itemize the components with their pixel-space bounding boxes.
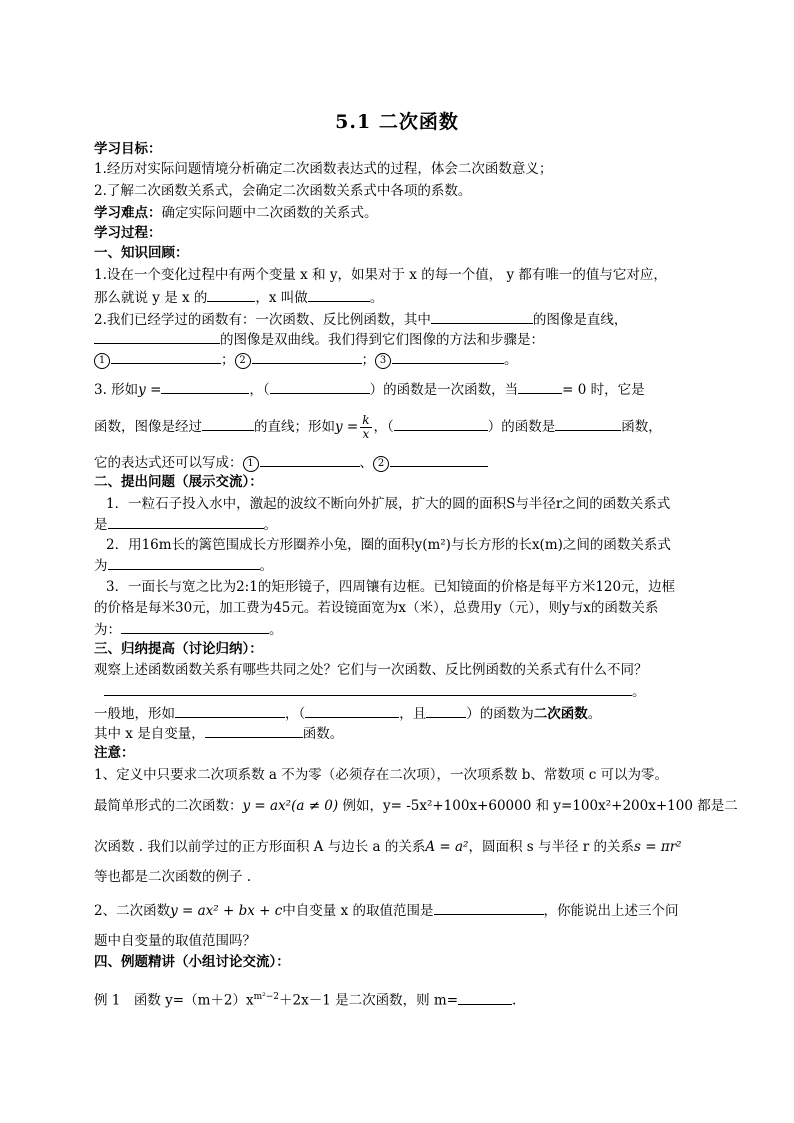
n5-eq: y = ax² + bx + c (170, 903, 283, 919)
q2a-end: 的图像是直线， (532, 312, 628, 328)
blank-q3-8[interactable] (390, 453, 488, 467)
n2-eq: y = ax²(a ≠ 0) (242, 798, 339, 814)
blank-s3-1[interactable] (175, 704, 285, 718)
note-6: 题中自变量的取值范围吗？ (94, 933, 256, 949)
blank-step-2[interactable] (252, 350, 362, 364)
problem-3a: 3．一面长与宽之比为2:1的矩形镜子，四周镶有边框。已知镜面的价格是每平方米120元，边框 (106, 579, 676, 595)
s3-mid1: ，（ (285, 706, 306, 722)
q1b-mid: ，x 叫做 (255, 290, 308, 306)
p1b-pre: 是 (94, 517, 108, 533)
fraction-k-over-x (360, 414, 371, 441)
problem-3c (94, 620, 283, 639)
review-q3b (94, 412, 662, 442)
fraction-numerator: k (362, 413, 370, 427)
review-q3a (94, 380, 645, 399)
q3b-end: 函数， (621, 419, 662, 435)
n5-pre: 2、二次函数 (94, 903, 171, 919)
n5-end: ，你能说出上述三个问 (543, 903, 679, 919)
note-1: 1、定义中只要求二次项系数 a 不为零（必须存在二次项），一次项系数 b、常数项 c 可以为零。 (94, 767, 669, 783)
s4-end: 函数。 (302, 726, 344, 742)
circled-number-1: 1 (94, 353, 110, 369)
n3-eq2: s = πr² (634, 839, 682, 855)
sep-1: ； (221, 352, 235, 368)
blank-s4[interactable] (205, 724, 303, 738)
circled-number-3: 3 (375, 353, 391, 369)
q3a-mid1: ，（ (249, 382, 270, 398)
sep-2: ； (361, 352, 375, 368)
ex1-mid: ＋2x－1 是二次函数，则 m= (279, 992, 459, 1009)
s3-bold: 二次函数 (533, 706, 588, 722)
note-4: 等也都是二次函数的例子 . (94, 869, 252, 885)
n2-pre: 最简单形式的二次函数： (94, 798, 243, 814)
example-1 (94, 988, 516, 1010)
problem-1a: 1．一粒石子投入水中，激起的波纹不断向外扩展，扩大的圆的面积S与半径r之间的函数关系式 (106, 496, 671, 512)
n2-post: 例如，y= -5x²+100x+60000 和 y=100x²+200x+100 都是二 (338, 798, 738, 814)
difficulty-line (94, 204, 378, 222)
blank-p1[interactable] (108, 515, 264, 529)
q3b-eq: y = (335, 419, 359, 435)
review-q1b (94, 288, 383, 307)
summary-s2 (94, 682, 646, 701)
q2b-end: 的图像是双曲线。我们得到它们图像的方法和步骤是： (220, 332, 544, 348)
q3b-pre: 函数，图像是经过 (94, 419, 202, 435)
review-q2b (94, 330, 544, 349)
s4-pre: 其中 x 是自变量， (94, 726, 205, 742)
blank-step-3[interactable] (392, 350, 504, 364)
problem-3b: 的价格是每米30元，加工费为45元。若设镜面宽为x（米），总费用y（元），则y与x的函数关系 (94, 600, 659, 616)
blank-s3-3[interactable] (426, 704, 466, 718)
q2a-pre: 2.我们已经学过的函数有：一次函数、反比例函数，其中 (94, 312, 431, 328)
q3a-mid3: = 0 时，它是 (562, 382, 645, 398)
blank-q3-4[interactable] (202, 417, 254, 431)
blank-summary-answer[interactable] (104, 682, 632, 696)
q3a-eq: y = (138, 382, 162, 398)
review-q3c (94, 453, 488, 472)
note-2 (94, 797, 738, 815)
blank-q3-6[interactable] (555, 417, 621, 431)
blank-q3-5[interactable] (394, 417, 488, 431)
objectives-heading: 学习目标： (94, 141, 162, 157)
p3c-pre: 为： (94, 622, 121, 638)
summary-s3 (94, 704, 601, 723)
blank-q2-2[interactable] (94, 330, 220, 344)
summary-heading: 三、归纳提高（讨论归纳）： (94, 641, 263, 657)
p2b-pre: 为 (94, 558, 108, 574)
blank-p2[interactable] (108, 556, 260, 570)
problem-2b (94, 556, 273, 575)
ex1-pre: 例 1 函数 y=（m＋2）x (94, 992, 254, 1009)
ex1-end: . (512, 992, 517, 1009)
blank-q3-1[interactable] (161, 380, 249, 394)
s2-end: 。 (632, 684, 646, 700)
blank-p3[interactable] (121, 620, 269, 634)
problem-2a: 2．用16m长的篱笆围成长方形圈养小兔，圈的面积y(m²)与长方形的长x(m)之间的函数关系式 (106, 537, 671, 553)
circled-number-2b: 2 (373, 456, 389, 472)
blank-q1-2[interactable] (308, 288, 370, 302)
blank-q3-7[interactable] (260, 453, 360, 467)
n3-pre: 次函数 . 我们以前学过的正方形面积 A 与边长 a 的关系 (94, 839, 426, 855)
q3b-mid: 的直线；形如 (254, 419, 335, 435)
examples-heading: 四、例题精讲（小组讨论交流）： (94, 954, 290, 970)
s3-pre: 一般地，形如 (94, 706, 175, 722)
q1b-pre: 那么就说 y 是 x 的 (94, 290, 208, 306)
circled-number-1b: 1 (243, 456, 259, 472)
p3c-end: 。 (269, 622, 283, 638)
ex1-exponent: m²−2 (253, 992, 280, 1002)
n5-mid: 中自变量 x 的取值范围是 (282, 903, 434, 919)
q3c-sep: 、 (359, 455, 373, 471)
objective-1: 1.经历对实际问题情境分析确定二次函数表达式的过程，体会二次函数意义； (94, 161, 553, 177)
blank-ex1[interactable] (458, 991, 512, 1005)
review-q2a (94, 310, 627, 329)
difficulty-text: 确定实际问题中二次函数的关系式。 (161, 205, 378, 221)
problem-1b (94, 515, 277, 534)
q3b-mid2: ，（ (373, 419, 394, 435)
notes-heading: 注意： (94, 745, 135, 761)
s3-mid2: ，且 (399, 706, 427, 722)
n3-mid: ，圆面积 s 与半径 r 的关系 (468, 839, 634, 855)
blank-q1-1[interactable] (207, 288, 255, 302)
fraction-denominator: x (362, 427, 370, 441)
blank-q3-3[interactable] (518, 380, 562, 394)
p2b-end: 。 (259, 558, 273, 574)
q3a-pre: 3. 形如 (94, 382, 139, 398)
p1b-end: 。 (263, 517, 277, 533)
objective-2: 2.了解二次函数关系式，会确定二次函数关系式中各项的系数。 (94, 183, 472, 199)
s3-end: 。 (587, 706, 602, 722)
q2c-end: 。 (504, 352, 518, 368)
note-5 (94, 901, 679, 920)
q1b-end: 。 (369, 290, 384, 306)
blank-domain[interactable] (434, 901, 544, 915)
summary-s1: 观察上述函数函数关系有哪些共同之处？它们与一次函数、反比例函数的关系式有什么不同？ (94, 662, 648, 678)
blank-q2-1[interactable] (431, 310, 533, 324)
problems-heading: 二、提出问题（展示交流）： (94, 474, 263, 490)
note-3 (94, 838, 682, 856)
review-q2c (94, 350, 518, 369)
blank-q3-2[interactable] (270, 380, 370, 394)
blank-step-1[interactable] (111, 350, 221, 364)
q3c-pre: 它的表达式还可以写成： (94, 455, 243, 471)
review-heading: 一、知识回顾： (94, 245, 189, 261)
q3b-mid3: ）的函数是 (487, 419, 556, 435)
s3-mid3: ）的函数为 (466, 706, 534, 722)
circled-number-2: 2 (235, 353, 251, 369)
process-heading: 学习过程： (94, 225, 162, 241)
review-q1a: 1.设在一个变化过程中有两个变量 x 和 y，如果对于 x 的每一个值， y 都有唯一的值与它对应， (94, 267, 667, 283)
n3-eq1: A = a² (425, 839, 469, 855)
q3a-mid2: ）的函数是一次函数，当 (369, 382, 519, 398)
page-title: 5.1 二次函数 (335, 111, 459, 133)
difficulty-label: 学习难点： (94, 205, 162, 221)
summary-s4 (94, 724, 343, 743)
blank-s3-2[interactable] (305, 704, 399, 718)
